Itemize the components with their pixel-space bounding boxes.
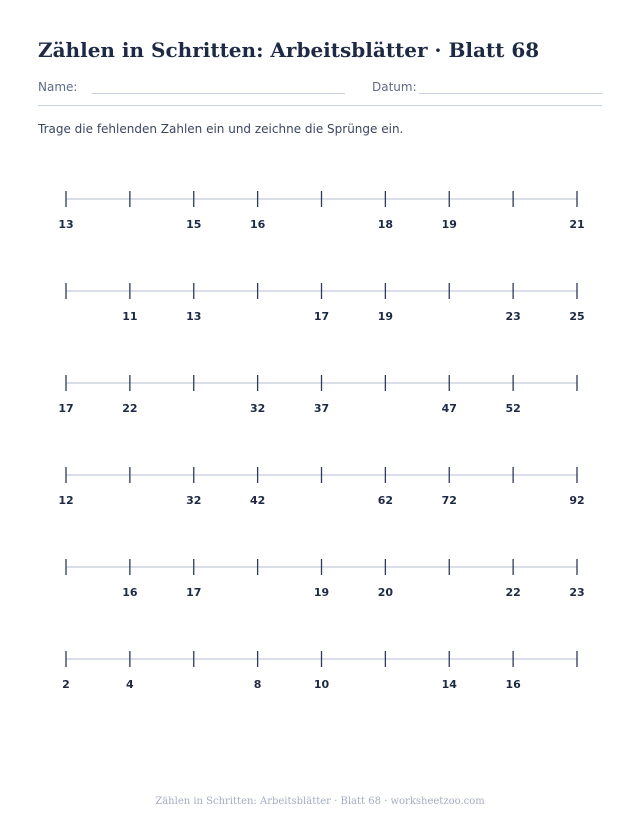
tick-label: 52 <box>505 402 521 415</box>
tick-label: 72 <box>441 494 457 507</box>
tick-label: 19 <box>441 218 457 231</box>
tick-label: 37 <box>313 402 330 415</box>
number-line-1 <box>58 191 584 231</box>
tick-label: 16 <box>122 586 138 599</box>
tick-label: 12 <box>58 494 74 507</box>
tick-label: 32 <box>186 494 202 507</box>
tick-label: 18 <box>377 218 394 231</box>
tick-label: 25 <box>569 310 585 323</box>
tick-label: 19 <box>313 586 330 599</box>
tick-label: 8 <box>253 678 262 691</box>
tick-label: 19 <box>377 310 394 323</box>
number-line-5 <box>66 559 585 599</box>
number-line-6 <box>62 651 577 691</box>
tick-label: 16 <box>505 678 521 691</box>
tick-label: 17 <box>186 586 202 599</box>
tick-label: 22 <box>122 402 138 415</box>
number-line-3 <box>58 375 577 415</box>
tick-label: 13 <box>186 310 202 323</box>
tick-label: 15 <box>186 218 202 231</box>
tick-label: 10 <box>313 678 330 691</box>
tick-label: 17 <box>313 310 330 323</box>
tick-label: 32 <box>249 402 266 415</box>
tick-label: 17 <box>58 402 74 415</box>
tick-label: 42 <box>249 494 266 507</box>
tick-label: 2 <box>62 678 70 691</box>
name-label: Name: <box>38 80 78 94</box>
instruction-text: Trage die fehlenden Zahlen ein und zeichne die Sprünge ein. <box>38 122 404 136</box>
worksheet-title: Zählen in Schritten: Arbeitsblätter · Blatt 68 <box>38 38 540 62</box>
tick-label: 4 <box>126 678 134 691</box>
number-line-2 <box>66 283 585 323</box>
date-label: Datum: <box>372 80 417 94</box>
tick-label: 14 <box>441 678 457 691</box>
tick-label: 11 <box>122 310 138 323</box>
tick-label: 16 <box>249 218 266 231</box>
tick-label: 13 <box>58 218 74 231</box>
tick-label: 47 <box>441 402 457 415</box>
tick-label: 92 <box>569 494 585 507</box>
number-line-4 <box>58 467 584 507</box>
tick-label: 22 <box>505 586 521 599</box>
tick-label: 23 <box>505 310 521 323</box>
tick-label: 62 <box>377 494 394 507</box>
tick-label: 20 <box>377 586 394 599</box>
footer-text: Zählen in Schritten: Arbeitsblätter · Blatt 68 · worksheetzoo.com <box>155 796 485 807</box>
tick-label: 23 <box>569 586 585 599</box>
tick-label: 21 <box>569 218 585 231</box>
